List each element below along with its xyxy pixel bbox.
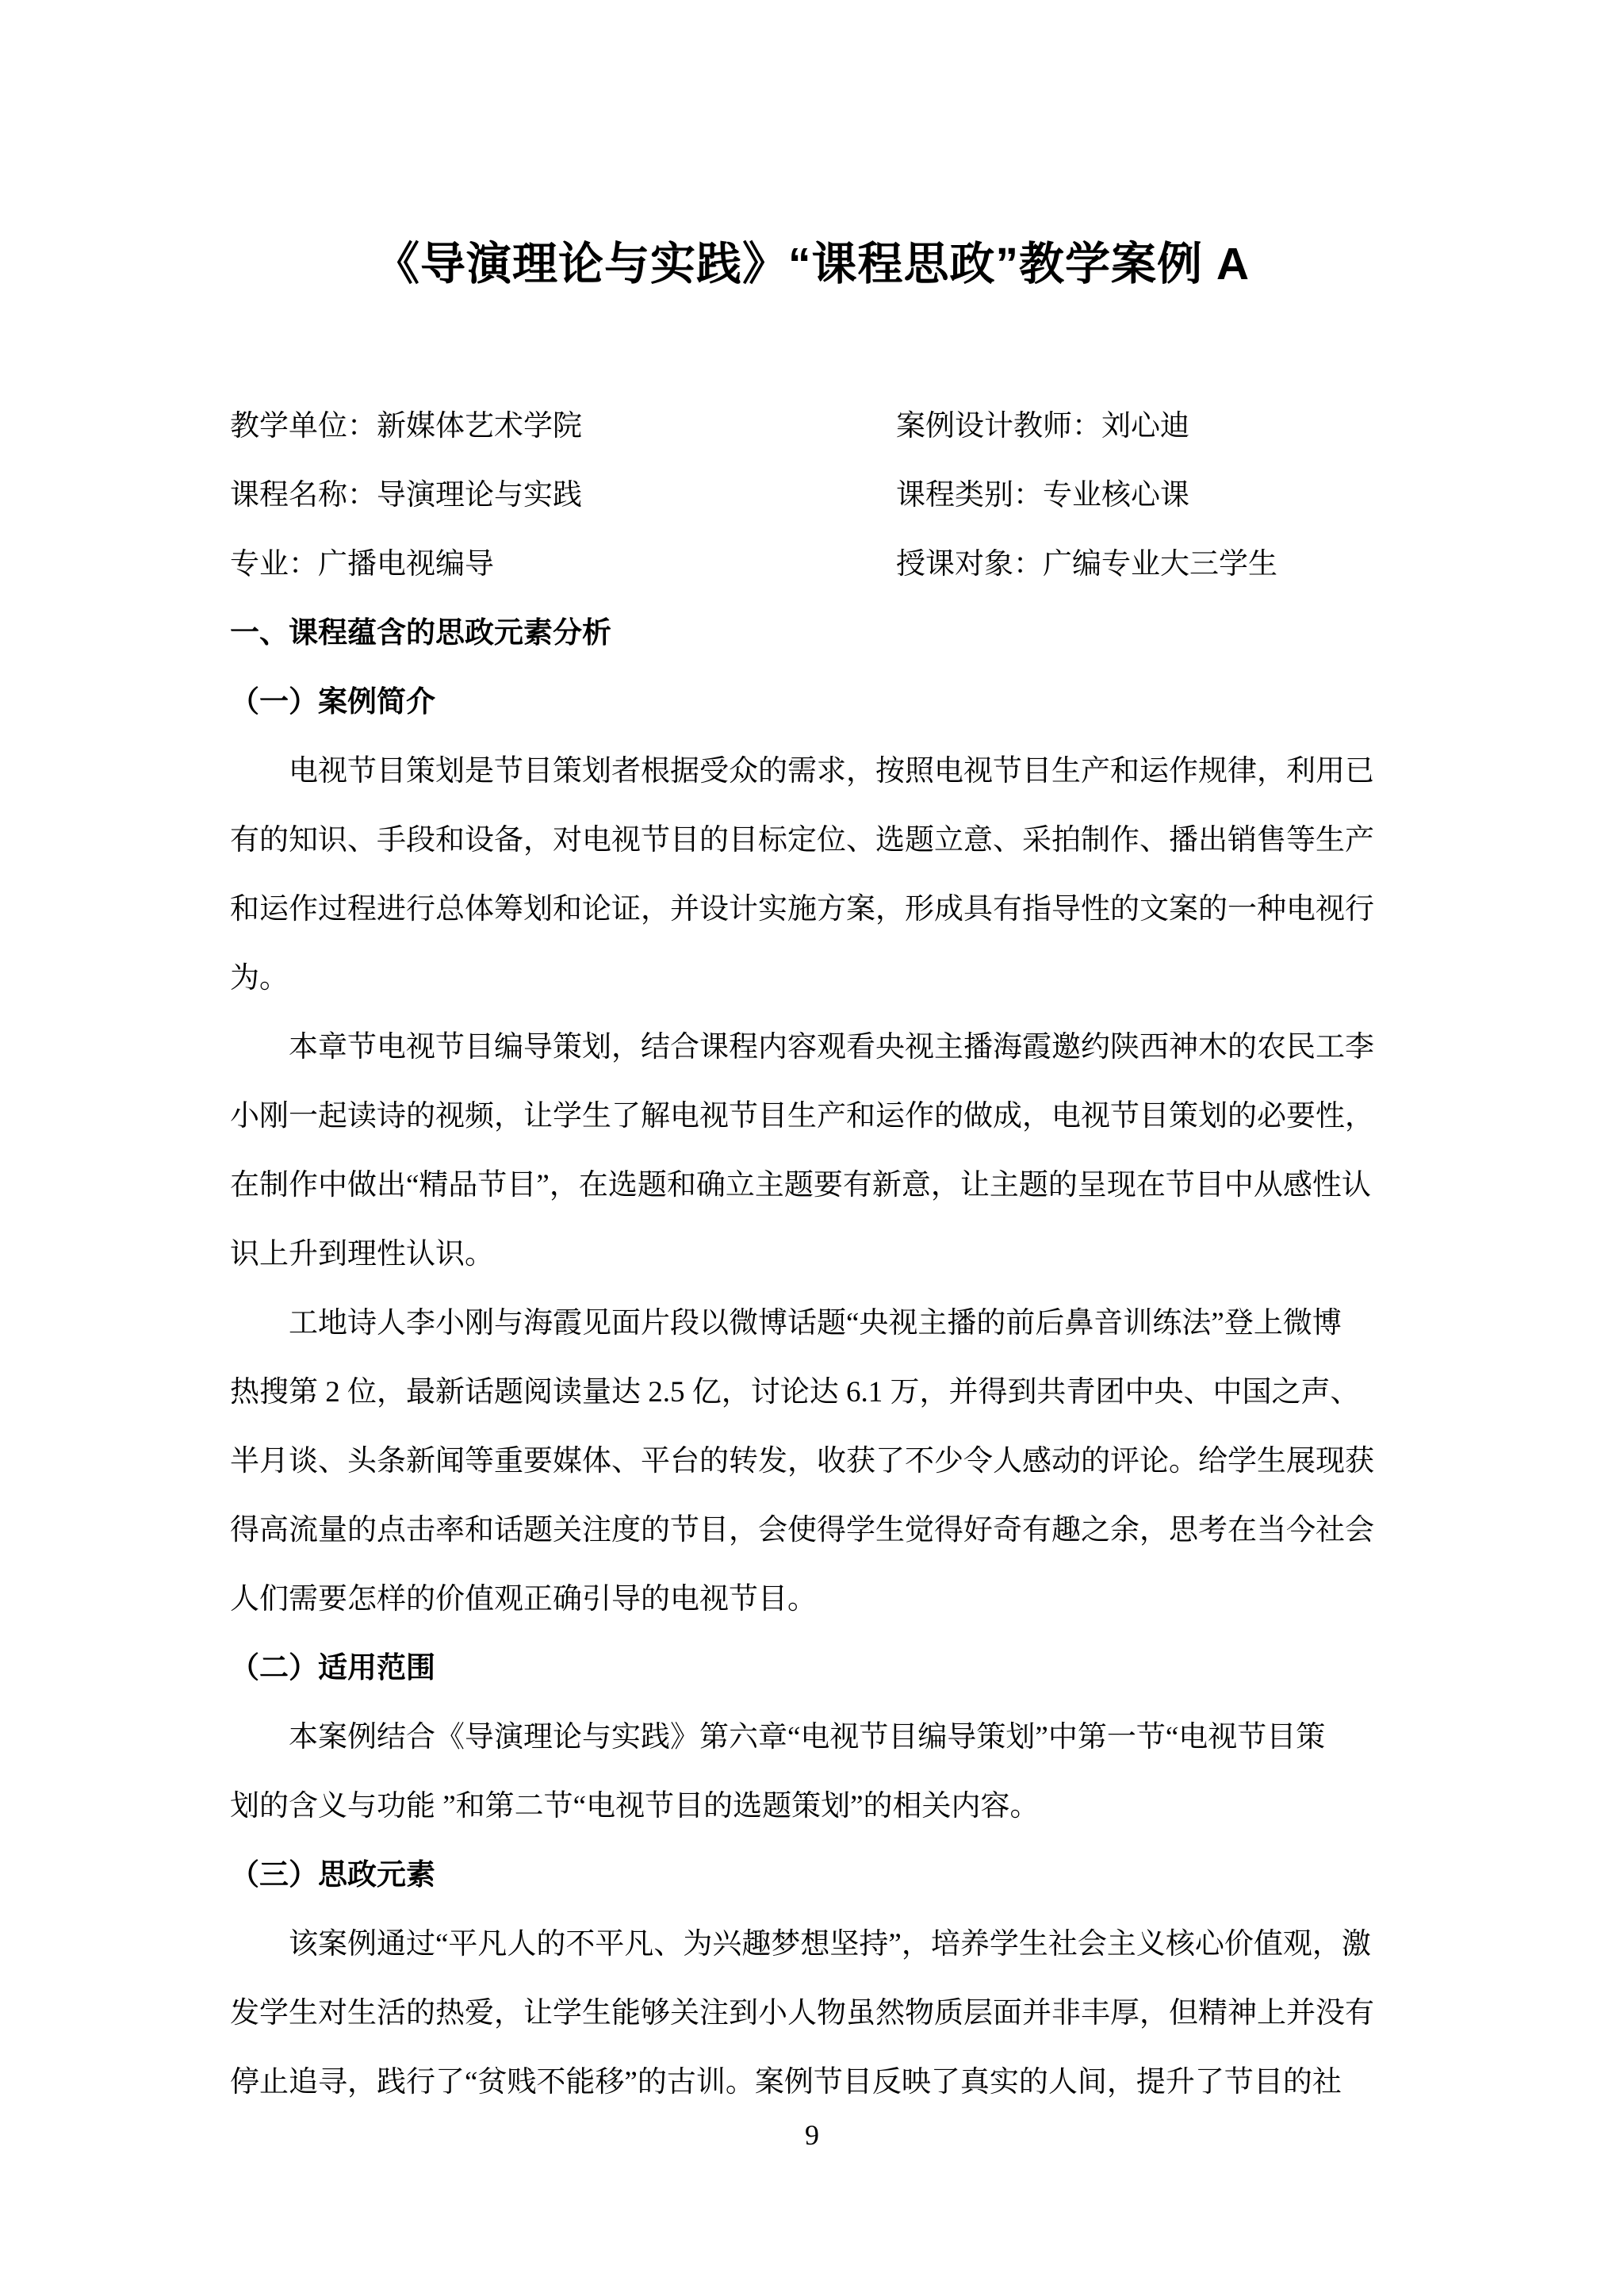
text-line: 识上升到理性认识。	[230, 1238, 494, 1271]
subsection-heading-scope: （二）适用范围	[230, 1652, 435, 1685]
text-line: 电视节目策划是节目策划者根据受众的需求，按照电视节目生产和运作规律，利用已	[289, 755, 1374, 788]
text-line: 发学生对生活的热爱，让学生能够关注到小人物虽然物质层面并非丰厚，但精神上并没有	[230, 1997, 1374, 2030]
text-line: 在制作中做出“精品节目”，在选题和确立主题要有新意，让主题的呈现在节目中从感性认	[230, 1169, 1371, 1202]
text-line: 和运作过程进行总体筹划和论证，并设计实施方案，形成具有指导性的文案的一种电视行	[230, 893, 1374, 926]
page-title: 《导演理论与实践》“课程思政”教学案例 A	[374, 239, 1250, 290]
meta-field-major: 专业：广播电视编导	[230, 548, 494, 581]
section-heading-1: 一、课程蕴含的思政元素分析	[230, 617, 611, 650]
text-line: 工地诗人李小刚与海霞见面片段以微博话题“央视主播的前后鼻音训练法”登上微博	[289, 1307, 1342, 1340]
page-number: 9	[805, 2119, 819, 2151]
text-line: 停止追寻，践行了“贫贱不能移”的古训。案例节目反映了真实的人间，提升了节目的社	[230, 2066, 1342, 2099]
meta-field-audience: 授课对象：广编专业大三学生	[896, 548, 1277, 581]
text-line: 得高流量的点击率和话题关注度的节目，会使得学生觉得好奇有趣之余，思考在当今社会	[230, 1514, 1374, 1547]
meta-row	[230, 392, 1429, 461]
text-line: 本案例结合《导演理论与实践》第六章“电视节目编导策划”中第一节“电视节目策	[289, 1721, 1326, 1754]
text-line: 小刚一起读诗的视频，让学生了解电视节目生产和运作的做成，电视节目策划的必要性，	[230, 1100, 1374, 1133]
meta-row	[230, 530, 1429, 599]
meta-row	[230, 461, 1429, 530]
meta-field-teaching-unit: 教学单位：新媒体艺术学院	[230, 410, 582, 443]
text-line: 该案例通过“平凡人的不平凡、为兴趣梦想坚持”，培养学生社会主义核心价值观，激	[289, 1928, 1371, 1961]
subsection-heading-case-intro: （一）案例简介	[230, 686, 435, 719]
text-line: 热搜第 2 位，最新话题阅读量达 2.5 亿，讨论达 6.1 万，并得到共青团中央、中国之声、	[230, 1376, 1360, 1409]
text-line: 为。	[230, 962, 289, 995]
text-line: 有的知识、手段和设备，对电视节目的目标定位、选题立意、采拍制作、播出销售等生产	[230, 824, 1374, 857]
meta-field-course-type: 课程类别：专业核心课	[896, 479, 1189, 512]
subsection-heading-ideology-elements: （三）思政元素	[230, 1859, 435, 1892]
document-content	[230, 392, 1429, 2117]
text-line: 人们需要怎样的价值观正确引导的电视节目。	[230, 1583, 817, 1616]
meta-field-course-name: 课程名称：导演理论与实践	[230, 479, 582, 512]
text-line: 本章节电视节目编导策划，结合课程内容观看央视主播海霞邀约陕西神木的农民工李	[289, 1031, 1374, 1064]
text-line: 划的含义与功能 ”和第二节“电视节目的选题策划”的相关内容。	[230, 1790, 1040, 1823]
meta-field-case-designer: 案例设计教师：刘心迪	[896, 410, 1189, 443]
text-line: 半月谈、头条新闻等重要媒体、平台的转发，收获了不少令人感动的评论。给学生展现获	[230, 1445, 1374, 1478]
